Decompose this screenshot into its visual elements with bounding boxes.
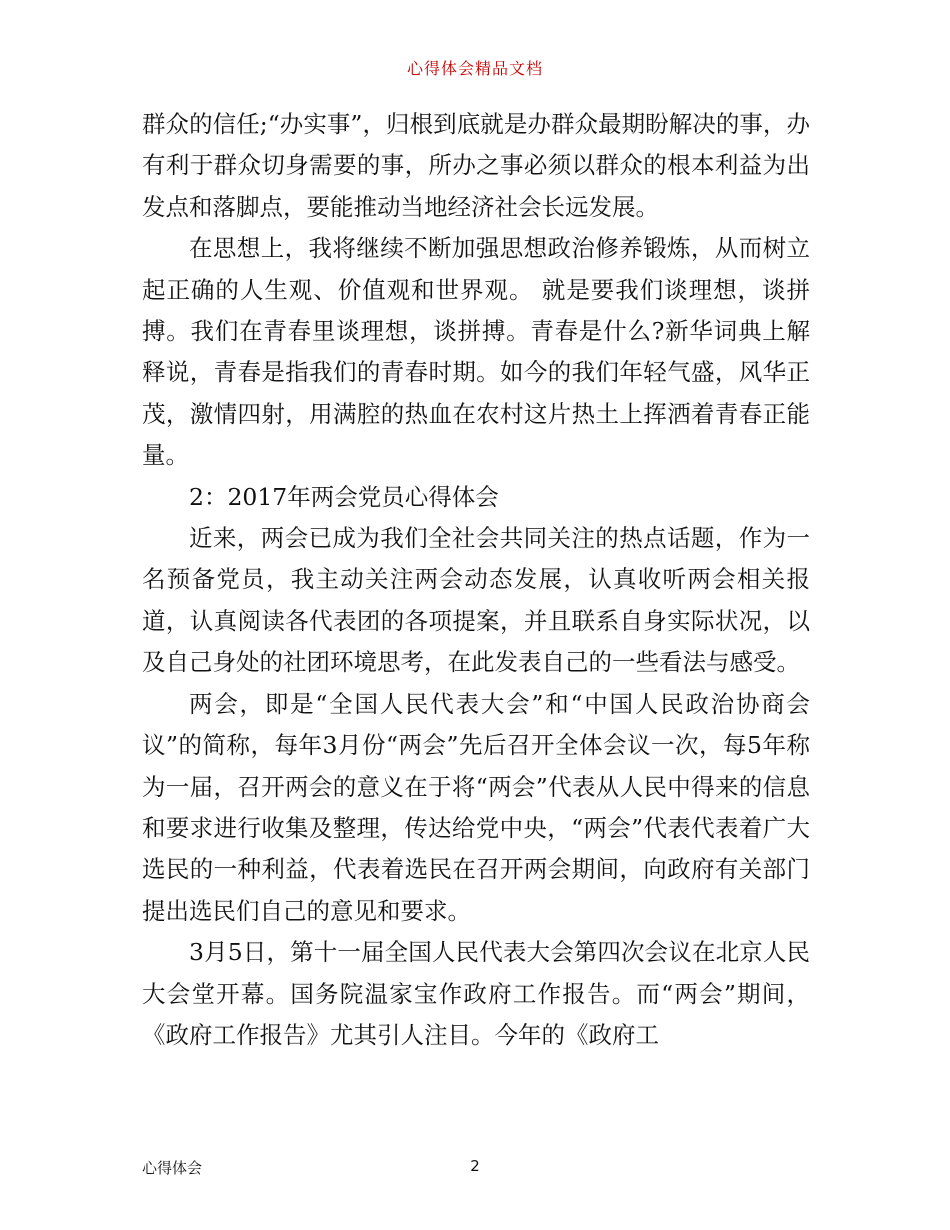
page-number: 2: [470, 1157, 480, 1175]
paragraph: 两会，即是“全国人民代表大会”和“中国人民政治协商会议”的简称，每年3月份“两会”先后召开全体会议一次，每5年称为一届，召开两会的意义在于将“两会”代表从人民中得来的信息和要求进行收集及整理，传达给党中央，“两会”代表代表着广大选民的一种利益，代表着选民在召开两会期间，向政府有关部门提出选民们自己的意见和要求。: [142, 689, 810, 925]
paragraph-continued: 群众的信任;“办实事”，归根到底就是办群众最期盼解决的事，办有利于群众切身需要的事，所办之事必须以群众的根本利益为出发点和落脚点，要能推动当地经济社会长远发展。: [142, 110, 810, 221]
paragraph: 在思想上，我将继续不断加强思想政治修养锻炼，从而树立起正确的人生观、价值观和世界观。 就是要我们谈理想，谈拼搏。我们在青春里谈理想，谈拼搏。青春是什么?新华词典上解释说，青春是指我们的青春时期。如今的我们年轻气盛，风华正茂，激情四射，用满腔的热血在农村这片热土上挥洒着青春正能量。: [142, 234, 810, 470]
page-header-title: 心得体会精品文档: [406, 59, 543, 78]
page-footer-label: 心得体会: [142, 1159, 203, 1177]
paragraph: 3月5日，第十一届全国人民代表大会第四次会议在北京人民大会堂开幕。国务院温家宝作政府工作报告。而“两会”期间，《政府工作报告》尤其引人注目。今年的《政府工: [142, 938, 810, 1049]
paragraph: 近来，两会已成为我们全社会共同关注的热点话题，作为一名预备党员，我主动关注两会动态发展，认真收听两会相关报道，认真阅读各代表团的各项提案，并且联系自身实际状况，以及自己身处的社团环境思考，在此发表自己的一些看法与感受。: [142, 524, 810, 677]
document-body: [142, 104, 810, 1056]
section-heading: 2：2017年两会党员心得体会: [189, 482, 499, 511]
